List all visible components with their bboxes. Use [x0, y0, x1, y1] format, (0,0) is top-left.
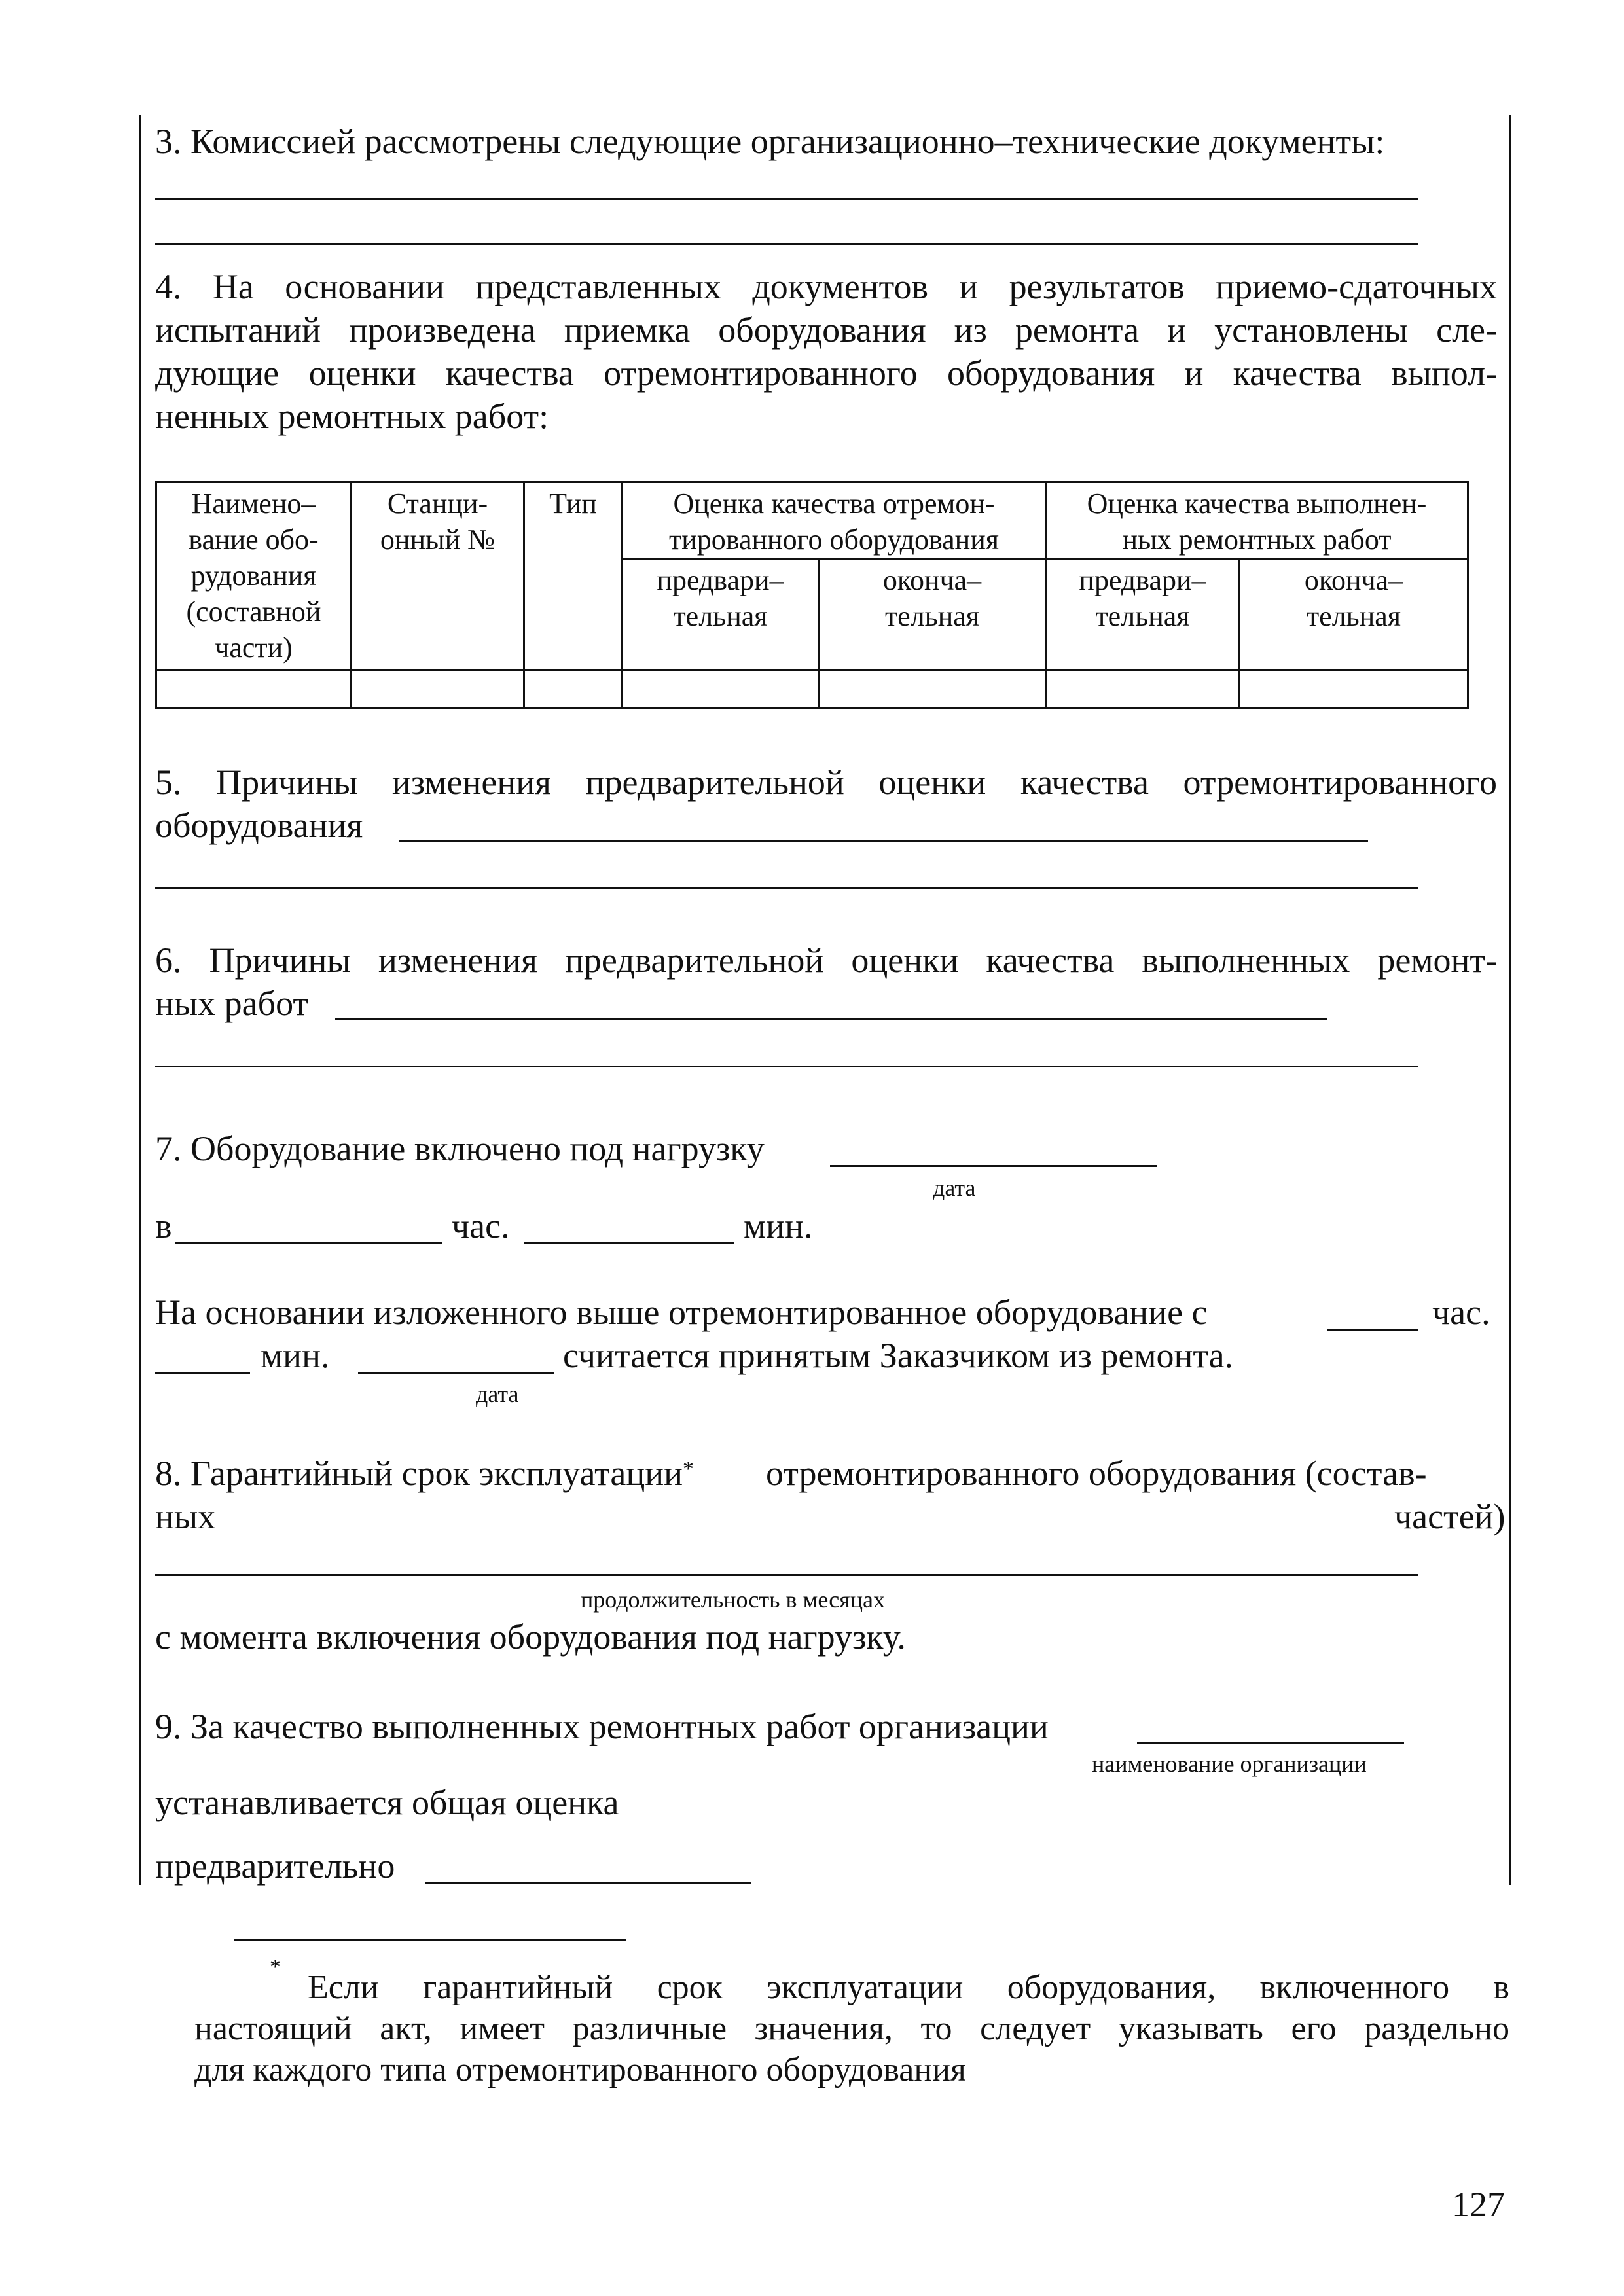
section5-line-2: оборудования	[155, 806, 363, 845]
section7-minutes-label: мин.	[744, 1206, 813, 1246]
section5-blank-line-2[interactable]	[155, 887, 1418, 889]
header-equipment-name: Наимено– вание обо- рудования (составной части)	[156, 482, 352, 670]
cell-equipment-final[interactable]	[819, 670, 1046, 708]
section8-line-3: с момента включения оборудования под нагрузку.	[155, 1617, 906, 1657]
section7-in: в	[155, 1206, 172, 1246]
right-margin-rule	[1509, 115, 1511, 1885]
section8-line-1-left	[155, 1452, 694, 1495]
header-equipment-preliminary: предвари– тельная	[623, 559, 819, 670]
cell-type[interactable]	[524, 670, 623, 708]
section7-line-1: 7. Оборудование включено под нагрузку	[155, 1129, 765, 1168]
acceptance-line-1: На основании изложенного выше отремонтированное оборудование с	[155, 1293, 1208, 1332]
header-equipment-final: оконча– тельная	[819, 559, 1046, 670]
section9-line-3: предварительно	[155, 1846, 395, 1886]
section8-title: 8. Гарантийный срок эксплуатации	[155, 1454, 683, 1493]
section4-line-2: испытаний произведена приемка оборудования из ремонта и установлены сле-	[155, 310, 1497, 350]
section8-line-1-right: отремонтированного оборудования (состав-	[766, 1454, 1427, 1493]
section7-date-caption: дата	[933, 1175, 976, 1201]
section8-line-2-left: ных	[155, 1497, 216, 1536]
acceptance-minutes-label: мин.	[261, 1336, 330, 1375]
section7-hours-label: час.	[452, 1206, 510, 1246]
header-equipment-quality: Оценка качества отремон- тированного оборудования	[623, 482, 1046, 559]
left-margin-rule	[139, 115, 141, 1885]
header-station-number: Станци- онный №	[352, 482, 524, 670]
cell-equipment-preliminary[interactable]	[623, 670, 819, 708]
section5-line-1: 5. Причины изменения предварительной оценки качества отремонтированного	[155, 762, 1497, 802]
header-works-preliminary: предвари– тельная	[1046, 559, 1240, 670]
cell-works-preliminary[interactable]	[1046, 670, 1240, 708]
cell-equipment-name[interactable]	[156, 670, 352, 708]
acceptance-minutes-field[interactable]	[155, 1372, 250, 1374]
footnote-line-2: настоящий акт, имеет различные значения, то следует указывать его раздельно	[194, 2010, 1509, 2047]
cell-station-number[interactable]	[352, 670, 524, 708]
footnote-line-1: Если гарантийный срок эксплуатации оборудования, включенного в	[308, 1969, 1509, 2006]
section8-line-2-right: частей)	[1394, 1497, 1506, 1536]
section9-line-2: устанавливается общая оценка	[155, 1783, 619, 1822]
acceptance-date-field[interactable]	[358, 1372, 554, 1374]
section9-organization-caption: наименование организации	[1092, 1751, 1367, 1777]
section9-organization-field[interactable]	[1137, 1742, 1404, 1744]
section9-line-1: 9. За качество выполненных ремонтных работ организации	[155, 1707, 1049, 1746]
section7-date-field[interactable]	[830, 1165, 1157, 1167]
cell-works-final[interactable]	[1240, 670, 1468, 708]
section7-hours-field[interactable]	[175, 1242, 442, 1244]
acceptance-hours-label: час.	[1432, 1293, 1490, 1332]
section3-text: 3. Комиссией рассмотрены следующие организационно–технические документы:	[155, 122, 1385, 161]
table-row	[156, 670, 1468, 708]
header-type: Тип	[524, 482, 623, 670]
section6-line-1: 6. Причины изменения предварительной оценки качества выполненных ремонт-	[155, 941, 1497, 980]
section8-duration-caption: продолжительность в месяцах	[581, 1587, 885, 1613]
section4-line-4: ненных ремонтных работ:	[155, 397, 549, 436]
footnote-line-3: для каждого типа отремонтированного оборудования	[194, 2051, 966, 2089]
section6-line-2: ных работ	[155, 984, 309, 1023]
section8-duration-field[interactable]	[155, 1574, 1418, 1576]
header-works-quality: Оценка качества выполнен- ных ремонтных работ	[1046, 482, 1468, 559]
acceptance-date-caption: дата	[476, 1381, 519, 1407]
footnote-asterisk: *	[683, 1457, 695, 1481]
section3-blank-line-1[interactable]	[155, 198, 1418, 200]
section4-line-1: 4. На основании представленных документов и результатов приемо-сдаточных	[155, 267, 1497, 306]
acceptance-hours-field[interactable]	[1327, 1329, 1418, 1331]
section3-blank-line-2[interactable]	[155, 243, 1418, 245]
section6-blank-line-2[interactable]	[155, 1066, 1418, 1067]
section5-blank-line-1[interactable]	[399, 840, 1368, 842]
footnote-mark: *	[270, 1955, 281, 1979]
section7-minutes-field[interactable]	[524, 1242, 734, 1244]
section4-line-3: дующие оценки качества отремонтированного оборудования и качества выпол-	[155, 353, 1497, 393]
quality-table	[155, 481, 1469, 709]
footnote-separator	[234, 1939, 626, 1941]
section6-blank-line-1[interactable]	[335, 1018, 1327, 1020]
acceptance-accepted-text: считается принятым Заказчиком из ремонта.	[563, 1336, 1234, 1375]
page-number: 127	[1452, 2185, 1505, 2224]
section9-preliminary-field[interactable]	[425, 1882, 751, 1884]
header-works-final: оконча– тельная	[1240, 559, 1468, 670]
